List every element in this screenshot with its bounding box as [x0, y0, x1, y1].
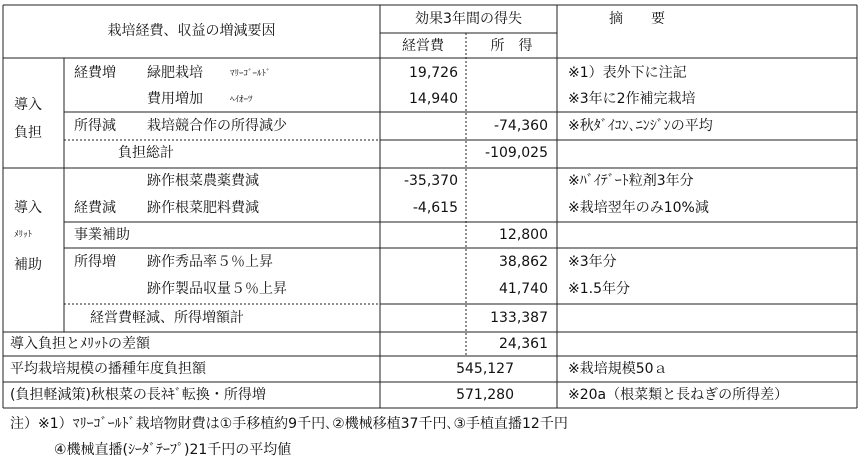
row-category: 事業補助 [74, 227, 130, 243]
row-income: -74,360 [493, 118, 548, 134]
row-item: 経営費軽減、所得増額計 [90, 310, 244, 326]
row-income: -109,025 [485, 145, 548, 161]
header-summary: 摘 要 [609, 11, 665, 27]
row-category: 経費増 [74, 65, 116, 81]
group-burden-1: 導入 [14, 97, 42, 113]
bottom-value: 571,280 [456, 387, 514, 403]
row-note: ※秋ﾀﾞｲｺﾝ､ﾆﾝｼﾞﾝの平均 [568, 118, 713, 134]
row-cost: -35,370 [403, 173, 458, 189]
row-note: ※ﾊﾞｲﾃﾞｰﾄ粒剤3年分 [568, 173, 694, 189]
header-income: 所 得 [490, 38, 533, 54]
row-note: ※栽培翌年のみ10%減 [568, 200, 709, 216]
row-item: 跡作秀品率５％上昇 [147, 254, 273, 270]
row-item: 跡作製品収量５％上昇 [147, 281, 287, 297]
row-item: 跡作根菜農薬費減 [147, 173, 259, 189]
bottom-value: 24,361 [499, 336, 548, 352]
bottom-label: 平均栽培規模の播種年度負担額 [10, 361, 206, 377]
row-category: 所得減 [74, 118, 116, 134]
row-note: ※3年に2作補完栽培 [568, 91, 696, 107]
row-item: 緑肥栽培 [147, 65, 203, 81]
row-category: 経費減 [74, 200, 116, 216]
row-item: 費用増加 [147, 91, 203, 107]
group-merit-1: 導入 [14, 200, 42, 216]
bottom-label: (負担軽減策)秋根菜の長ﾈｷﾞ転換・所得増 [10, 387, 266, 403]
row-item: 栽培競合作の所得減少 [147, 118, 287, 134]
row-item-small: ﾍｲｵｰﾂ [230, 95, 253, 105]
header-cost: 経営費 [402, 38, 444, 54]
bottom-label: 導入負担とﾒﾘｯﾄの差額 [10, 336, 150, 352]
row-note: ※1.5年分 [568, 281, 630, 297]
bottom-value: 545,127 [456, 361, 514, 377]
row-income: 41,740 [499, 281, 548, 297]
header-factor: 栽培経費、収益の増減要因 [107, 23, 276, 39]
footnote-line-2: ④機械直播(ｼｰﾀﾞﾃｰﾌﾟ)21千円の平均値 [54, 442, 292, 458]
row-income: 38,862 [499, 254, 548, 270]
row-income: 133,387 [490, 310, 548, 326]
row-item-small: ﾏﾘｰｺﾞｰﾙﾄﾞ [230, 69, 271, 79]
row-cost: 14,940 [409, 91, 458, 107]
header-effect: 効果3年間の得失 [415, 11, 522, 27]
row-note: ※3年分 [568, 254, 617, 270]
row-item: 跡作根菜肥料費減 [147, 200, 259, 216]
row-cost: 19,726 [409, 65, 458, 81]
row-income: 12,800 [499, 227, 548, 243]
row-category: 所得増 [74, 254, 116, 270]
row-item: 負担総計 [118, 145, 174, 161]
row-note: ※1）表外下に注記 [568, 65, 687, 81]
row-cost: -4,615 [412, 200, 458, 216]
footnote-line-1: 注）※1）ﾏﾘｰｺﾞｰﾙﾄﾞ栽培物財費は①手移植約9千円､②機械移植37千円､③手植直播12千円 [10, 416, 568, 432]
group-burden-2: 負担 [14, 125, 42, 141]
group-merit-2: ﾒﾘｯﾄ [14, 230, 33, 240]
group-merit-3: 補助 [14, 257, 42, 273]
bottom-note: ※栽培規模50ａ [568, 361, 668, 377]
bottom-note: ※20a（根菜類と長ねぎの所得差） [568, 387, 789, 403]
